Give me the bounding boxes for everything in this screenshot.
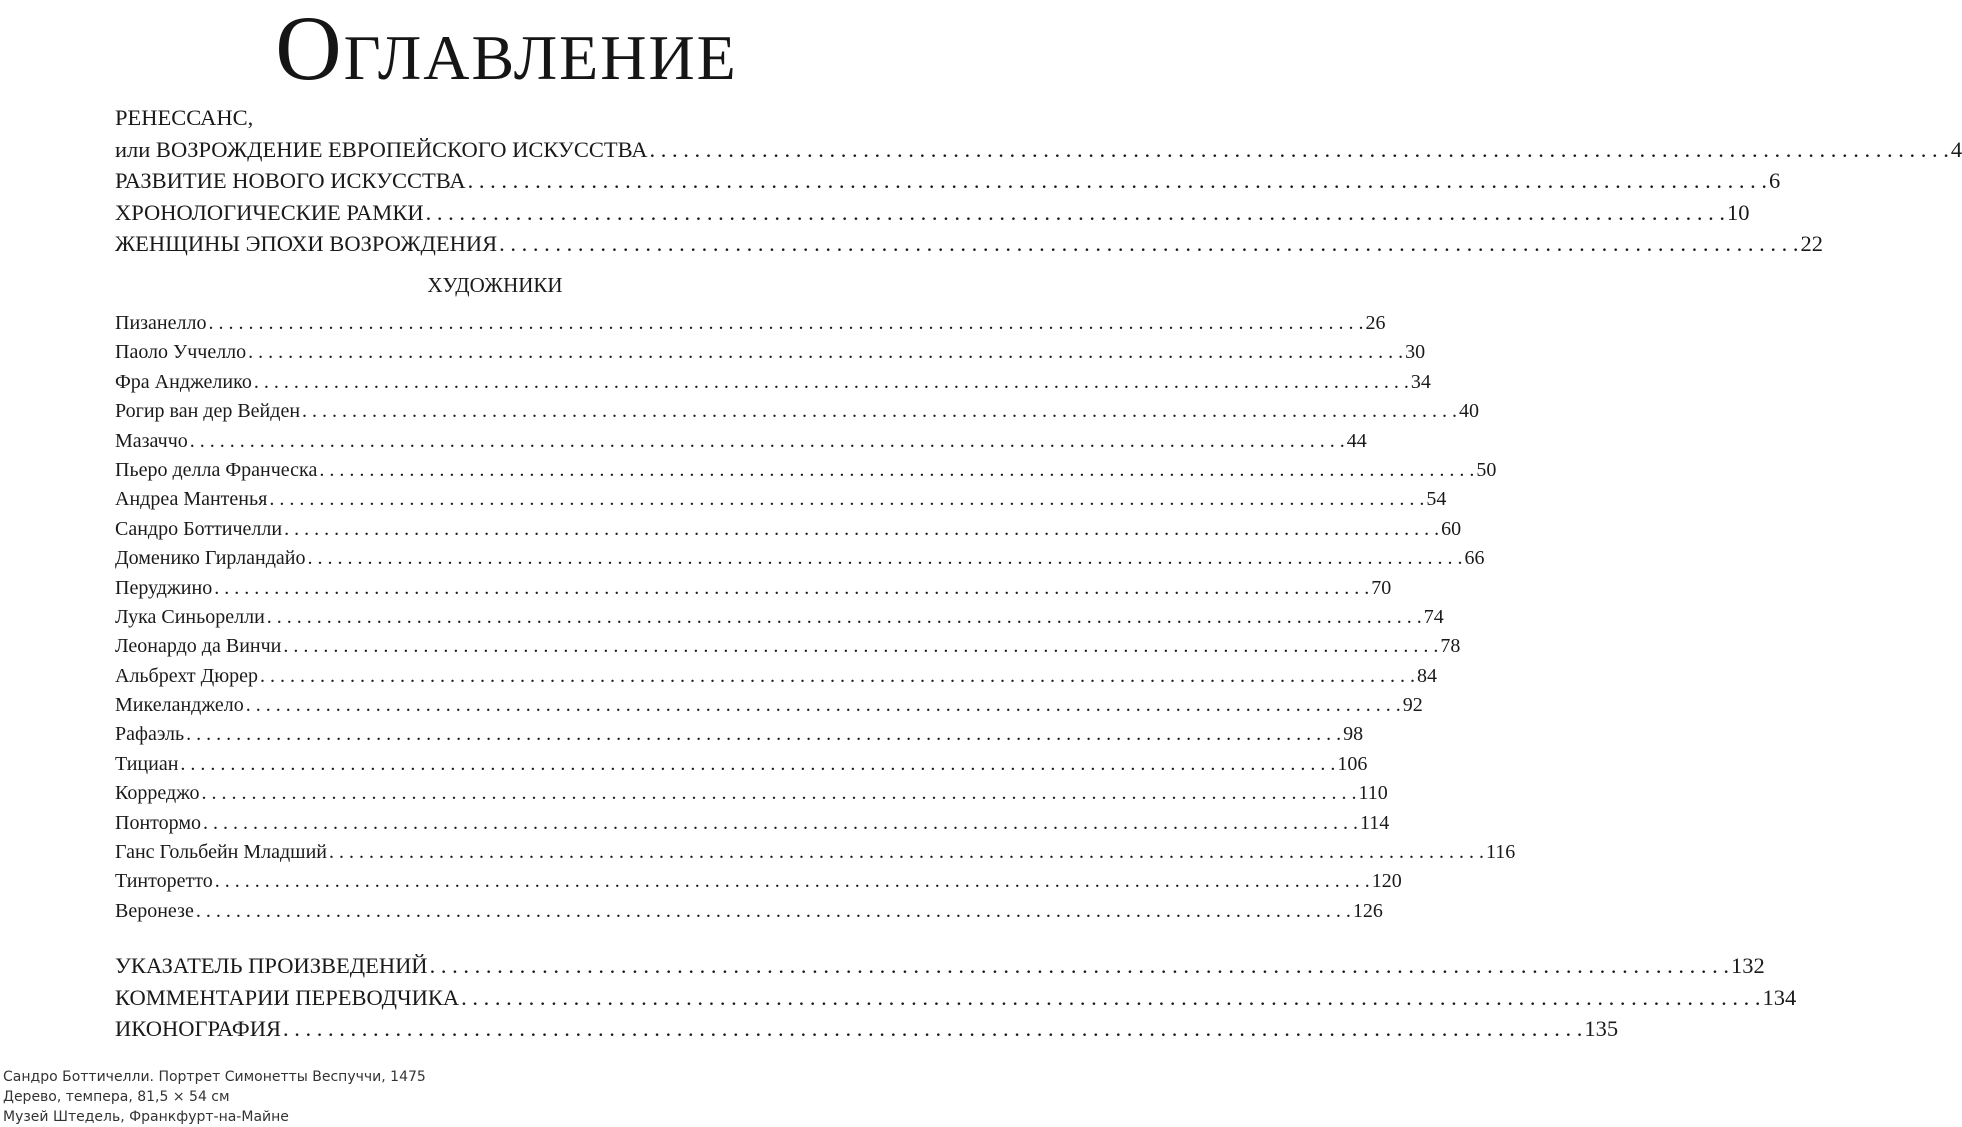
toc-entry-label: Микеланджело xyxy=(115,694,244,717)
toc-entry[interactable] xyxy=(115,197,1750,229)
toc-entry-page: 60 xyxy=(1441,517,1462,540)
toc-entry[interactable] xyxy=(115,338,1426,367)
dot-leader xyxy=(466,165,1769,197)
caption-line: Музей Штедель, Франкфурт-на-Майне xyxy=(3,1109,289,1125)
toc-entry[interactable] xyxy=(115,662,1438,691)
dot-leader xyxy=(212,574,1371,604)
toc-entry-label: РЕНЕССАНС, xyxy=(115,105,254,130)
toc-artists-section xyxy=(115,309,1516,926)
toc-entry-label: Тициан xyxy=(115,752,179,775)
toc-entry[interactable] xyxy=(115,720,1364,749)
dot-leader xyxy=(647,134,1950,166)
toc-entry-page: 6 xyxy=(1769,168,1781,193)
toc-entry[interactable] xyxy=(115,515,1462,544)
toc-entry-page: 30 xyxy=(1405,341,1426,364)
toc-entry-label: Ганс Гольбейн Младший xyxy=(115,841,327,864)
toc-entry-label: Тинторетто xyxy=(115,870,213,893)
toc-entry[interactable] xyxy=(115,228,1823,260)
toc-entry[interactable] xyxy=(115,309,1386,338)
toc-entry-label: Фра Анджелико xyxy=(115,370,252,393)
toc-entry[interactable] xyxy=(115,950,1765,982)
toc-entry[interactable] xyxy=(115,867,1402,896)
dot-leader xyxy=(244,691,1403,721)
dot-leader xyxy=(184,720,1343,750)
toc-entry-page: 134 xyxy=(1762,984,1797,1010)
toc-entry[interactable] xyxy=(115,485,1447,514)
dot-leader xyxy=(206,309,1365,339)
toc-entry-page: 132 xyxy=(1730,953,1765,978)
dot-leader xyxy=(497,228,1800,260)
toc-entry-label: Перуджино xyxy=(115,576,213,599)
toc-entry-label: ЖЕНЩИНЫ ЭПОХИ ВОЗРОЖДЕНИЯ xyxy=(115,231,498,256)
toc-entry-label: Доменико Гирландайо xyxy=(115,547,306,570)
toc-entry-page: 34 xyxy=(1410,370,1431,393)
caption-line: Сандро Боттичелли. Портрет Симонетты Веспуччи, 1475 xyxy=(3,1069,426,1085)
toc-entry-page: 10 xyxy=(1726,199,1750,225)
toc-entry[interactable] xyxy=(115,397,1480,426)
toc-entry[interactable] xyxy=(115,750,1368,779)
dot-leader xyxy=(459,982,1762,1014)
toc-entry[interactable] xyxy=(115,897,1383,926)
toc-entry[interactable] xyxy=(115,427,1367,456)
toc-entry-label: Пьеро делла Франческа xyxy=(115,458,318,481)
toc-entry[interactable] xyxy=(115,691,1423,720)
toc-entry-label: Леонардо да Винчи xyxy=(115,635,282,658)
toc-entry-label: ИКОНОГРАФИЯ xyxy=(115,1016,281,1041)
toc-entry-page: 106 xyxy=(1337,752,1368,775)
toc-entry-label: Пизанелло xyxy=(115,312,207,334)
toc-entry-page: 66 xyxy=(1464,547,1485,570)
artists-heading: ХУДОЖНИКИ xyxy=(427,273,563,297)
toc-entry[interactable] xyxy=(115,838,1516,867)
dot-leader xyxy=(317,456,1476,486)
toc-intro-section xyxy=(115,102,1962,260)
dot-leader xyxy=(267,485,1426,515)
toc-entry-label: Понтормо xyxy=(115,811,201,834)
page-title: Оглавление xyxy=(275,0,738,99)
toc-entry[interactable] xyxy=(115,456,1497,485)
dot-leader xyxy=(300,397,1459,427)
toc-entry-label: УКАЗАТЕЛЬ ПРОИЗВЕДЕНИЙ xyxy=(115,953,428,978)
toc-entry-page: 4 xyxy=(1950,136,1962,162)
image-caption xyxy=(3,1067,426,1127)
toc-entry-label: Андреа Мантенья xyxy=(115,488,268,511)
toc-entry-label: Альбрехт Дюрер xyxy=(115,664,259,687)
toc-entry[interactable] xyxy=(115,779,1388,808)
toc-entry-page: 92 xyxy=(1402,694,1423,717)
dot-leader xyxy=(281,1013,1584,1045)
dot-leader xyxy=(258,662,1417,692)
toc-entry-label: РАЗВИТИЕ НОВОГО ИСКУССТВА xyxy=(115,168,466,193)
toc-entry-page: 98 xyxy=(1343,723,1364,746)
dot-leader xyxy=(199,779,1358,809)
toc-entry[interactable] xyxy=(115,368,1431,397)
toc-entry-label: КОММЕНТАРИИ ПЕРЕВОДЧИКА xyxy=(115,984,460,1010)
caption-line: Дерево, темпера, 81,5 × 54 см xyxy=(3,1089,230,1105)
toc-entry-label: Рогир ван дер Вейден xyxy=(115,400,301,423)
toc-entry-label: Сандро Боттичелли xyxy=(115,517,283,540)
toc-entry-label: Рафаэль xyxy=(115,723,185,746)
toc-entry[interactable] xyxy=(115,544,1485,573)
toc-entry-label: Паоло Уччелло xyxy=(115,341,247,364)
dot-leader xyxy=(201,809,1360,839)
toc-entry-page: 126 xyxy=(1352,899,1383,922)
dot-leader xyxy=(282,515,1441,545)
toc-entry[interactable] xyxy=(115,134,1962,166)
toc-entry[interactable] xyxy=(115,809,1390,838)
toc-entry-label: ХРОНОЛОГИЧЕСКИЕ РАМКИ xyxy=(115,199,424,225)
dot-leader xyxy=(246,338,1405,368)
toc-entry[interactable] xyxy=(115,574,1392,603)
dot-leader xyxy=(213,867,1372,897)
toc-entry-page: 50 xyxy=(1476,458,1497,481)
toc-entry-label: Корреджо xyxy=(115,782,200,805)
dot-leader xyxy=(305,544,1464,574)
toc-entry-page: 120 xyxy=(1371,870,1402,893)
toc-entry-page: 26 xyxy=(1365,312,1386,334)
toc-entry[interactable] xyxy=(115,632,1461,661)
toc-entry-page: 40 xyxy=(1459,400,1480,423)
toc-entry[interactable] xyxy=(115,603,1444,632)
toc-entry-page: 70 xyxy=(1371,576,1392,599)
toc-entry-label: или ВОЗРОЖДЕНИЕ ЕВРОПЕЙСКОГО ИСКУССТВА xyxy=(115,136,648,162)
dot-leader xyxy=(327,838,1486,868)
dot-leader xyxy=(265,603,1424,633)
toc-entry-page: 135 xyxy=(1584,1016,1619,1041)
dot-leader xyxy=(424,197,1727,229)
toc-entry-page: 44 xyxy=(1346,429,1367,452)
toc-entry-page: 74 xyxy=(1423,605,1444,628)
toc-entry-label: Мазаччо xyxy=(115,429,188,452)
toc-entry-page: 54 xyxy=(1426,488,1447,511)
toc-entry-page: 78 xyxy=(1440,635,1461,658)
toc-entry-label: Лука Синьорелли xyxy=(115,605,265,628)
toc-appendix-section xyxy=(115,950,1797,1045)
dot-leader xyxy=(252,368,1411,398)
dot-leader xyxy=(281,632,1440,662)
toc-entry[interactable] xyxy=(115,1013,1619,1045)
toc-entry-page: 84 xyxy=(1417,664,1438,687)
dot-leader xyxy=(428,950,1731,982)
dot-leader xyxy=(188,427,1347,457)
toc-entry-page: 116 xyxy=(1485,841,1516,864)
toc-entry-label: Веронезе xyxy=(115,899,194,922)
dot-leader xyxy=(194,897,1353,927)
toc-entry-page: 110 xyxy=(1358,782,1388,805)
toc-entry[interactable] xyxy=(115,982,1797,1014)
toc-entry-page: 22 xyxy=(1800,231,1823,256)
toc-entry-page: 114 xyxy=(1359,811,1390,834)
toc-entry[interactable] xyxy=(115,165,1781,197)
dot-leader xyxy=(178,750,1337,780)
